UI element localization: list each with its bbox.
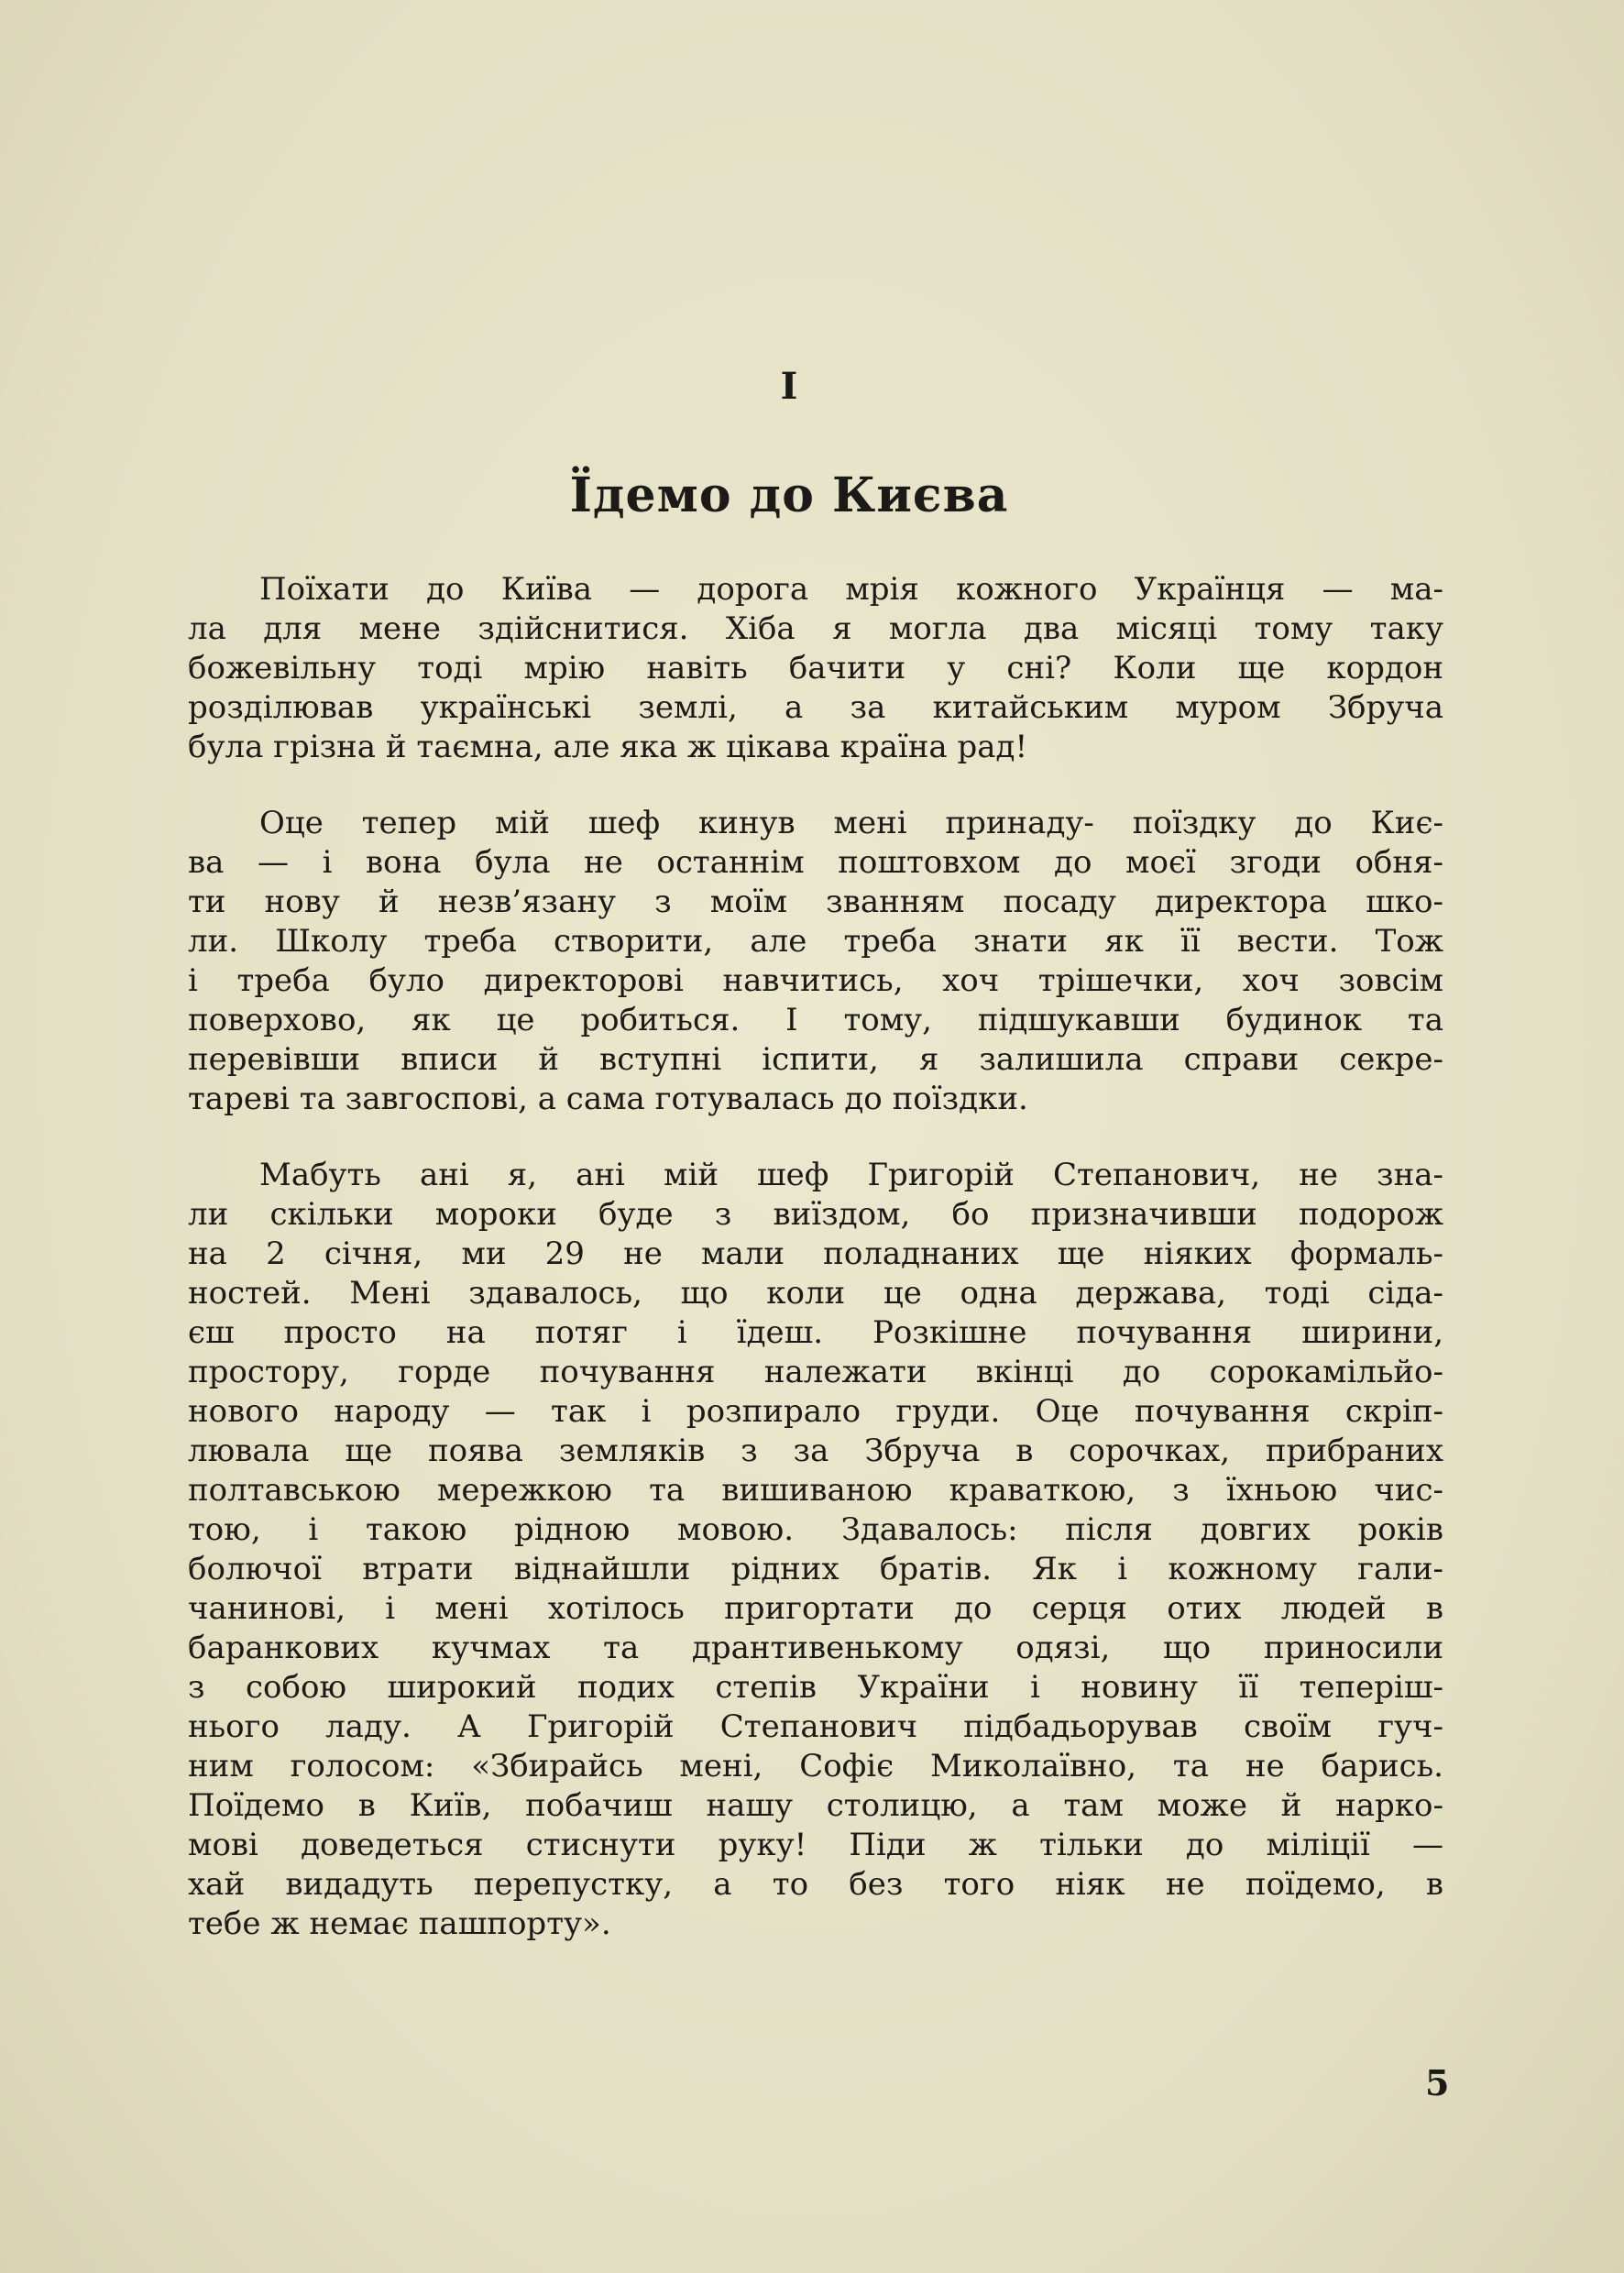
text-line: болючої втрати віднайшли рідних братів. Як і кожному гали- xyxy=(188,1551,1443,1587)
page-number: 5 xyxy=(1425,2062,1450,2103)
text-line: нього ладу. А Григорій Степанович підбадьорував своїм гуч- xyxy=(188,1708,1443,1745)
text-line: ти нову й незв’язану з моїм званням посаду директора шко- xyxy=(188,884,1443,920)
text-line: лювала ще поява земляків з за Збруча в сорочках, прибраних xyxy=(188,1433,1443,1469)
text-line: ли скільки мороки буде з виїздом, бо призначивши подорож xyxy=(188,1196,1443,1233)
text-line: перевівши вписи й вступні іспити, я залишила справи секре- xyxy=(188,1041,1443,1078)
text-line: тою, і такою рідною мовою. Здавалось: після довгих років xyxy=(188,1511,1443,1548)
text-line: полтавською мережкою та вишиваною краваткою, з їхньою чис- xyxy=(188,1472,1443,1509)
text-line: Поїхати до Київа — дорога мрія кожного Українця — ма- xyxy=(259,571,1443,608)
text-line: ва — і вона була не останнім поштовхом до моєї згоди обня- xyxy=(188,844,1443,881)
paragraph xyxy=(188,1156,1443,1944)
text-line: мові доведеться стиснути руку! Піди ж тільки до міліції — xyxy=(188,1827,1443,1863)
text-line: тареві та завгоспові, а сама готувалась до поїздки. xyxy=(188,1081,1028,1117)
text-line: розділював українські землі, а за китайським муром Збруча xyxy=(188,689,1443,726)
paragraph xyxy=(188,570,1443,767)
text-line: хай видадуть перепустку, а то без того ніяк не поїдемо, в xyxy=(188,1866,1443,1903)
text-line: ли. Школу треба створити, але треба знати як її вести. Тож xyxy=(188,923,1443,960)
text-line: Поїдемо в Київ, побачиш нашу столицю, а там може й нарко- xyxy=(188,1787,1443,1824)
text-line: ностей. Мені здавалось, що коли це одна держава, тоді сіда- xyxy=(188,1275,1443,1312)
text-line: нового народу — так і розпирало груди. Оце почування скріп- xyxy=(188,1393,1443,1430)
text-line: єш просто на потяг і їдеш. Розкішне почування ширини, xyxy=(188,1314,1443,1351)
text-line: божевільну тоді мрію навіть бачити у сні? Коли ще кордон xyxy=(188,650,1443,686)
text-line: баранкових кучмах та дрантивенькому одязі, що приносили xyxy=(188,1630,1443,1666)
text-line: на 2 січня, ми 29 не мали поладнаних ще ніяких формаль- xyxy=(188,1235,1443,1272)
text-line: поверхово, як це робиться. І тому, підшукавши будинок та xyxy=(188,1002,1443,1038)
text-line: простору, горде почування належати вкінці до сорокамільйо- xyxy=(188,1354,1443,1390)
text-line: чанинові, і мені хотілось пригортати до серця отих людей в xyxy=(188,1590,1443,1627)
text-line: з собою широкий подих степів України і новину її теперіш- xyxy=(188,1669,1443,1706)
paragraph xyxy=(188,804,1443,1119)
text-line: Мабуть ані я, ані мій шеф Григорій Степанович, не зна- xyxy=(259,1157,1443,1193)
chapter-number: I xyxy=(780,365,798,408)
chapter-title: Їдемо до Києва xyxy=(569,467,1009,523)
text-line: Оце тепер мій шеф кинув мені принаду- поїздку до Киє- xyxy=(259,805,1443,841)
text-line: ла для мене здійснитися. Хіба я могла два місяці тому таку xyxy=(188,610,1443,647)
text-line: ним голосом: «Збирайсь мені, Софіє Миколаївно, та не барись. xyxy=(188,1748,1443,1784)
text-line: тебе ж немає пашпорту». xyxy=(188,1905,611,1942)
text-line: була грізна й таємна, але яка ж цікава країна рад! xyxy=(188,729,1028,765)
text-line: і треба було директорові навчитись, хоч трішечки, хоч зовсім xyxy=(188,962,1443,999)
body-text xyxy=(188,570,1443,1981)
